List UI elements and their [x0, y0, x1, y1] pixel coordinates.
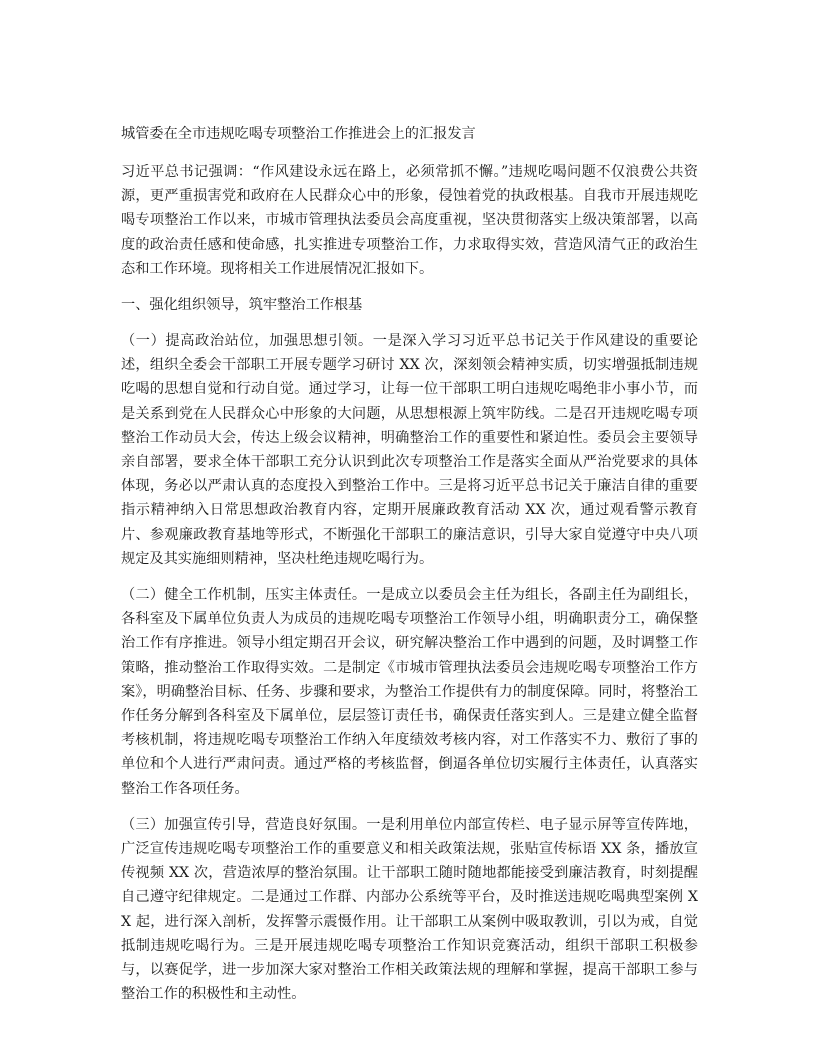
document-body: [121, 122, 698, 1019]
subsection-paragraph-1: （一）提高政治站位，加强思想引领。一是深入学习习近平总书记关于作风建设的重要论述，组织全委会干部职工开展专题学习研讨 XX 次，深刻领会精神实质，切实增强抵制违规吃喝的思想自觉和行动自觉。通过学习，让每一位干部职工明白违规吃喝绝非小事小节，而是关系到党在人民群众心中形象的大问题，从思想根源上筑牢防线。二是召开违规吃喝专项整治工作动员大会，传达上级会议精神，明确整治工作的重要性和紧迫性。委员会主要领导亲自部署，要求全体干部职工充分认识到此次专项整治工作是落实全面从严治党要求的具体体现，务必以严肃认真的态度投入到整治工作中。三是将习近平总书记关于廉洁自律的重要指示精神纳入日常思想政治教育内容，定期开展廉政教育活动 XX 次，通过观看警示教育片、参观廉政教育基地等形式，不断强化干部职工的廉洁意识，引导大家自觉遵守中央八项规定及其实施细则精神，坚决杜绝违规吃喝行为。: [121, 333, 698, 567]
document-title: 城管委在全市违规吃喝专项整治工作推进会上的汇报发言: [121, 126, 476, 142]
subsection-paragraph-3: （三）加强宣传引导，营造良好氛围。一是利用单位内部宣传栏、电子显示屏等宣传阵地，广泛宣传违规吃喝专项整治工作的重要意义和相关政策法规，张贴宣传标语 XX 条，播放宣传视频 XX 次，营造浓厚的整治氛围。让干部职工随时随地都能接受到廉洁教育，时刻提醒自己遵守纪律规定。二是通过工作群、内部办公系统等平台，及时推送违规吃喝典型案例 XX 起，进行深入剖析，发挥警示震慑作用。让干部职工从案例中吸取教训，引以为戒，自觉抵制违规吃喝行为。三是开展违规吃喝专项整治工作知识竞赛活动，组织干部职工积极参与，以赛促学，进一步加深大家对整治工作相关政策法规的理解和掌握，提高干部职工参与整治工作的积极性和主动性。: [121, 816, 698, 1003]
subsection-paragraph-2: （二）健全工作机制，压实主体责任。一是成立以委员会主任为组长，各副主任为副组长，各科室及下属单位负责人为成员的违规吃喝专项整治工作领导小组，明确职责分工，确保整治工作有序推进。领导小组定期召开会议，研究解决整治工作中遇到的问题，及时调整工作策略，推动整治工作取得实效。二是制定《市城市管理执法委员会违规吃喝专项整治工作方案》，明确整治目标、任务、步骤和要求，为整治工作提供有力的制度保障。同时，将整治工作任务分解到各科室及下属单位，层层签订责任书，确保责任落实到人。三是建立健全监督考核机制，将违规吃喝专项整治工作纳入年度绩效考核内容，对工作落实不力、敷衍了事的单位和个人进行严肃问责。通过严格的考核监督，倒逼各单位切实履行主体责任，认真落实整治工作各项任务。: [121, 587, 698, 797]
intro-paragraph: 习近平总书记强调：“作风建设永远在路上，必须常抓不懈。”违规吃喝问题不仅浪费公共资源，更严重损害党和政府在人民群众心中的形象，侵蚀着党的执政根基。自我市开展违规吃喝专项整治工作以来，市城市管理执法委员会高度重视，坚决贯彻落实上级决策部署，以高度的政治责任感和使命感，扎实推进专项整治工作，力求取得实效，营造风清气正的政治生态和工作环境。现将相关工作进展情况汇报如下。: [121, 164, 698, 277]
section-heading-1: 一、强化组织领导，筑牢整治工作根基: [121, 297, 363, 314]
